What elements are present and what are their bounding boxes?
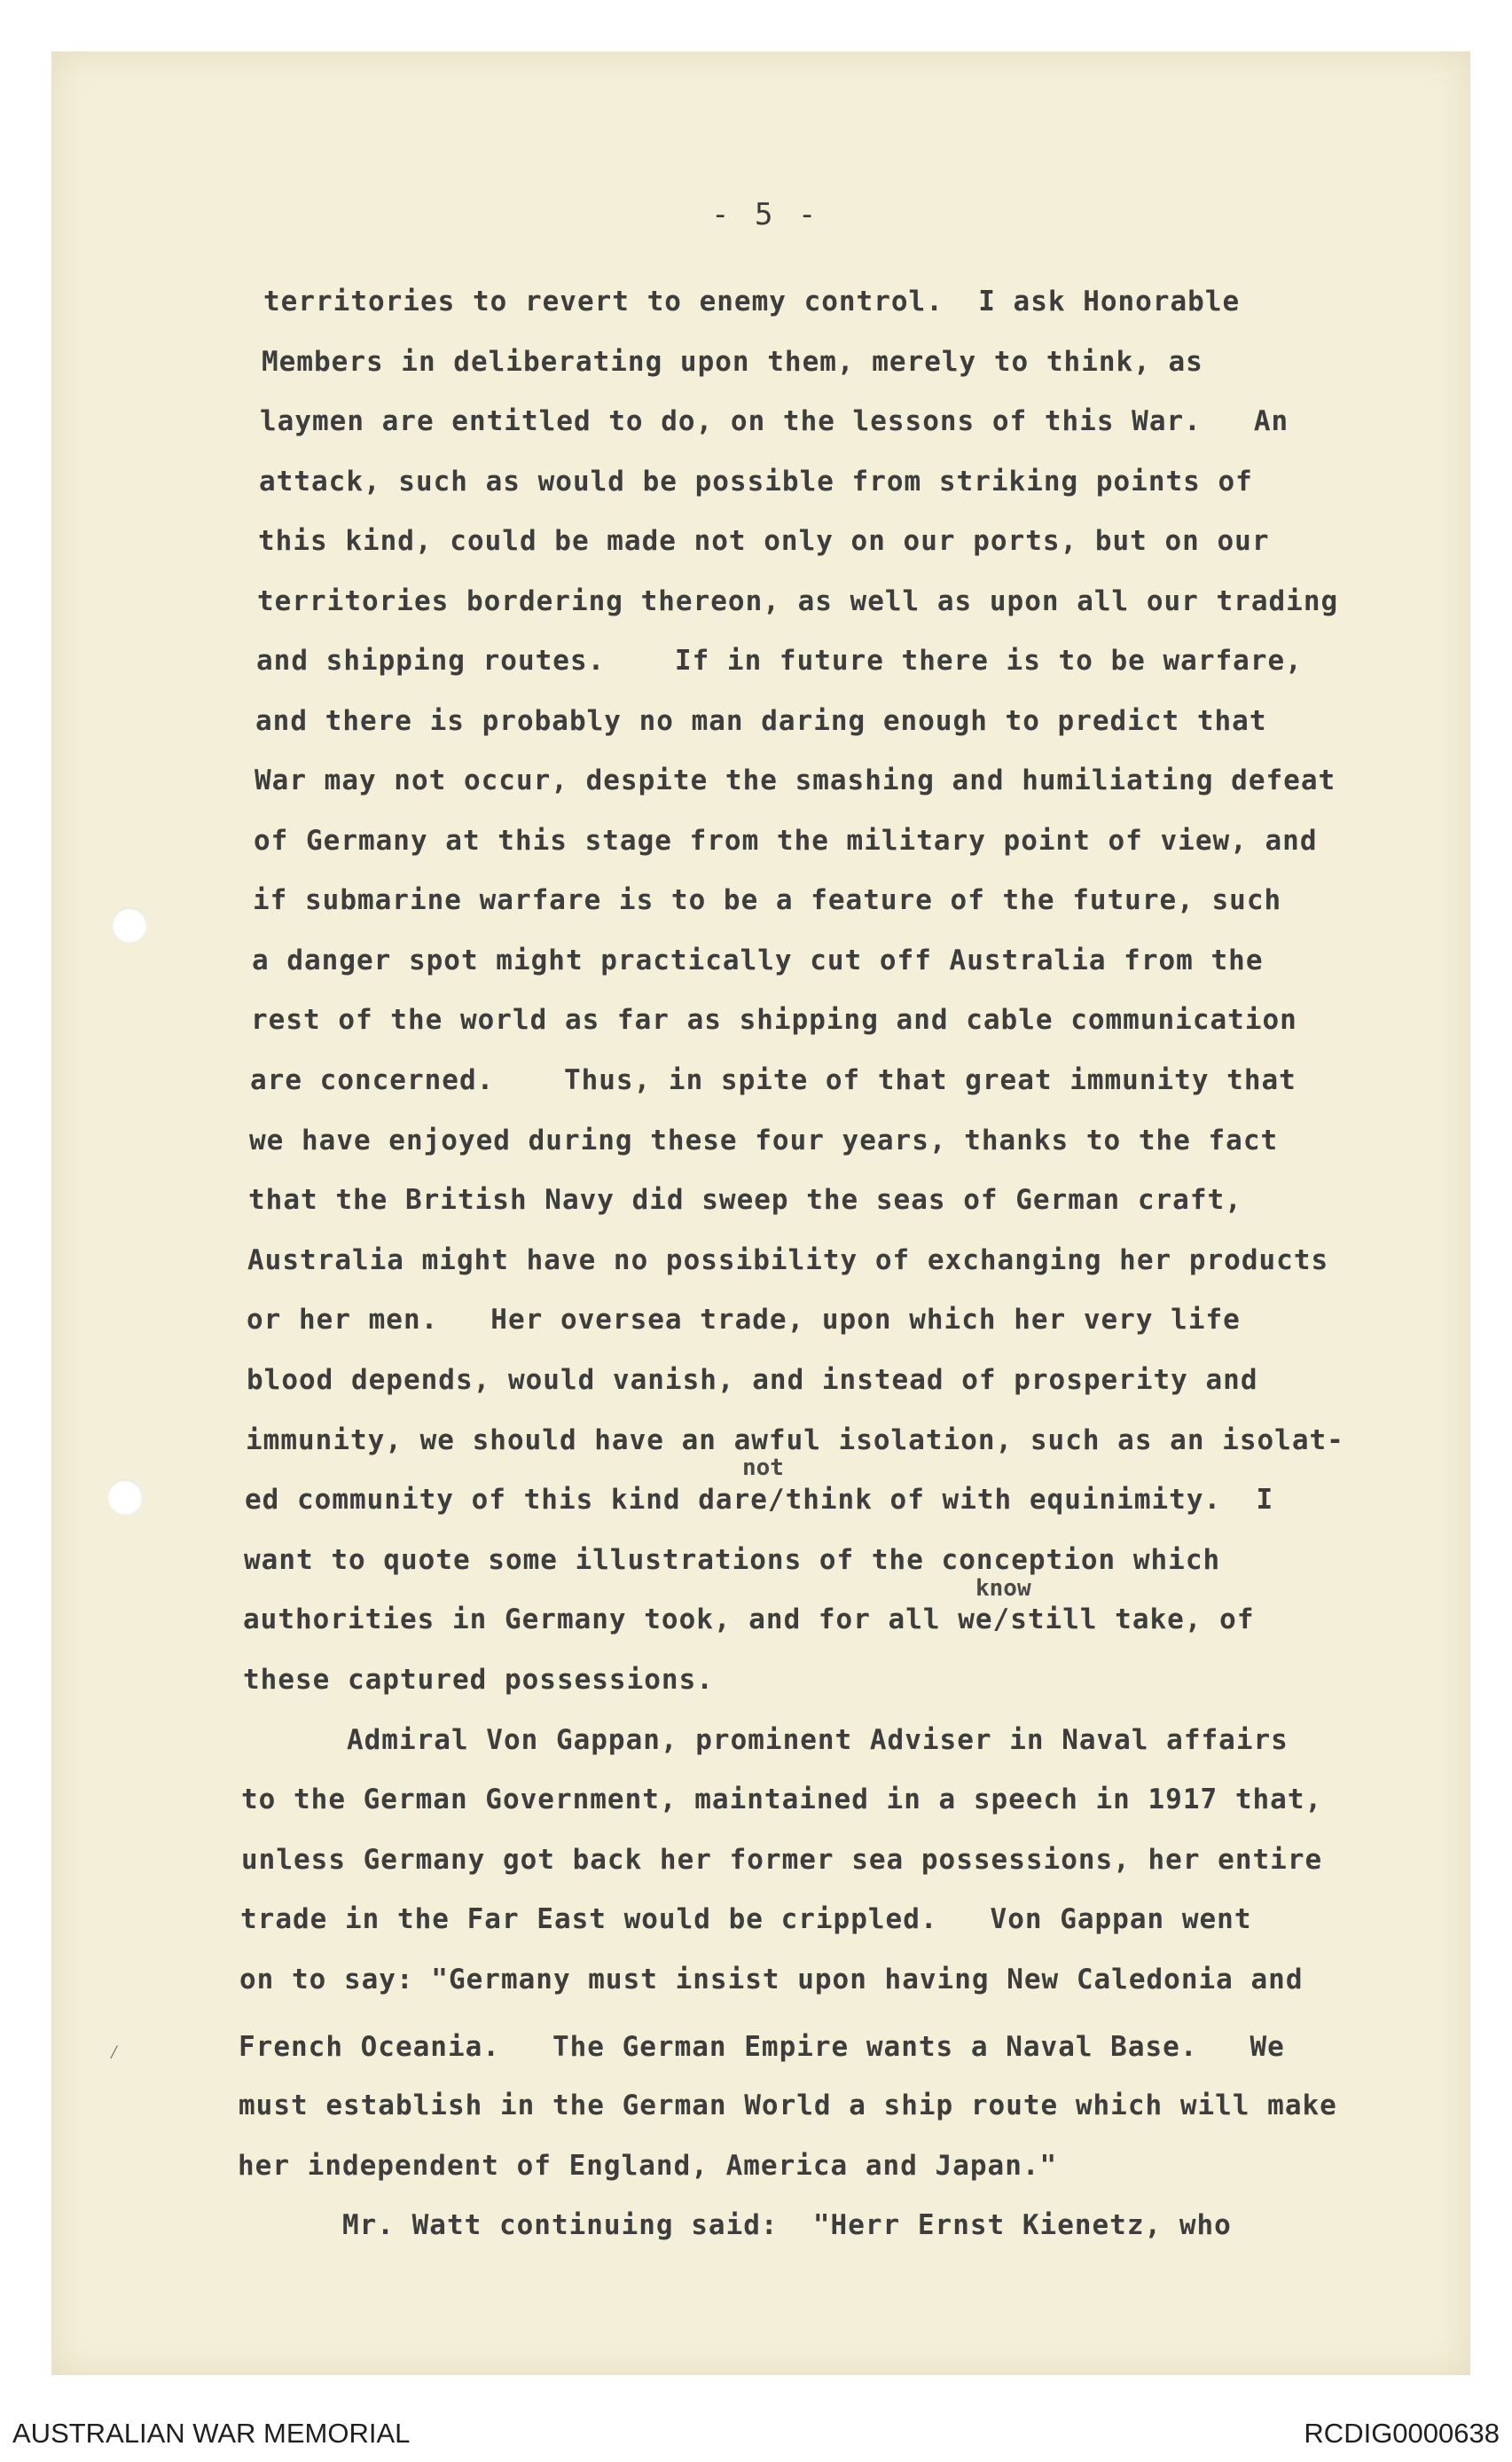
margin-tick-mark: ⁄: [108, 2042, 121, 2064]
text-line: to the German Government, maintained in a speech in 1917 that,: [241, 1784, 1323, 1815]
text-line: laymen are entitled to do, on the lessons of this War. An: [260, 405, 1289, 437]
text-line: War may not occur, despite the smashing and humiliating defeat: [255, 764, 1336, 796]
footer-record-id: RCDIG0000638: [1304, 2418, 1500, 2449]
punch-hole: [112, 907, 147, 943]
text-line: or her men. Her oversea trade, upon which her very life: [247, 1304, 1241, 1336]
text-line: a danger spot might practically cut off Australia from the: [252, 945, 1264, 976]
text-line: of Germany at this stage from the military point of view, and: [254, 825, 1318, 857]
text-line: Australia might have no possibility of exchanging her products: [247, 1244, 1329, 1276]
text-line: are concerned. Thus, in spite of that great immunity that: [250, 1064, 1297, 1096]
text-line: Members in deliberating upon them, merely to think, as: [262, 346, 1203, 378]
text-line: unless Germany got back her former sea possessions, her entire: [241, 1844, 1323, 1876]
text-line: ed community of this kind dare/think of with equinimity. I: [245, 1484, 1274, 1516]
text-line: must establish in the German World a ship route which will make: [239, 2090, 1337, 2121]
text-line: if submarine warfare is to be a feature of the future, such: [253, 884, 1282, 916]
footer-archive-name: AUSTRALIAN WAR MEMORIAL: [12, 2418, 411, 2449]
punch-hole: [107, 1479, 143, 1515]
text-line: this kind, could be made not only on our ports, but on our: [258, 525, 1270, 557]
text-line: attack, such as would be possible from striking points of: [259, 466, 1253, 498]
text-line: rest of the world as far as shipping and cable communication: [251, 1004, 1297, 1036]
handwritten-insert: not: [742, 1454, 784, 1481]
text-line: on to say: "Germany must insist upon having New Caledonia and: [239, 1964, 1304, 1995]
text-line: territories to revert to enemy control. I ask Honorable: [263, 286, 1241, 318]
text-line: authorities in Germany took, and for all we/still take, of: [243, 1603, 1255, 1635]
text-line: these captured possessions.: [243, 1664, 714, 1696]
text-line: immunity, we should have an awful isolation, such as an isolat-: [246, 1424, 1344, 1456]
text-line: we have enjoyed during these four years, thanks to the fact: [249, 1125, 1279, 1157]
text-line: blood depends, would vanish, and instead of prosperity and: [247, 1364, 1258, 1396]
text-line: trade in the Far East would be crippled. Von Gappan went: [240, 1903, 1252, 1935]
text-line: and shipping routes. If in future there is to be warfare,: [256, 645, 1303, 677]
text-line: French Oceania. The German Empire wants a Naval Base. We: [239, 2031, 1285, 2063]
text-line: and there is probably no man daring enough to predict that: [255, 705, 1267, 737]
text-line: that the British Navy did sweep the seas of German craft,: [248, 1184, 1242, 1216]
text-line: want to quote some illustrations of the conception which: [244, 1544, 1221, 1576]
text-line: Mr. Watt continuing said: "Herr Ernst Kienetz, who: [238, 2209, 1232, 2241]
text-line: her independent of England, America and Japan.": [238, 2150, 1058, 2182]
page-number: - 5 -: [711, 197, 820, 232]
text-line: territories bordering thereon, as well as upon all our trading: [257, 585, 1339, 617]
text-line: Admiral Von Gappan, prominent Adviser in Naval affairs: [242, 1724, 1289, 1756]
handwritten-insert: know: [975, 1575, 1031, 1602]
